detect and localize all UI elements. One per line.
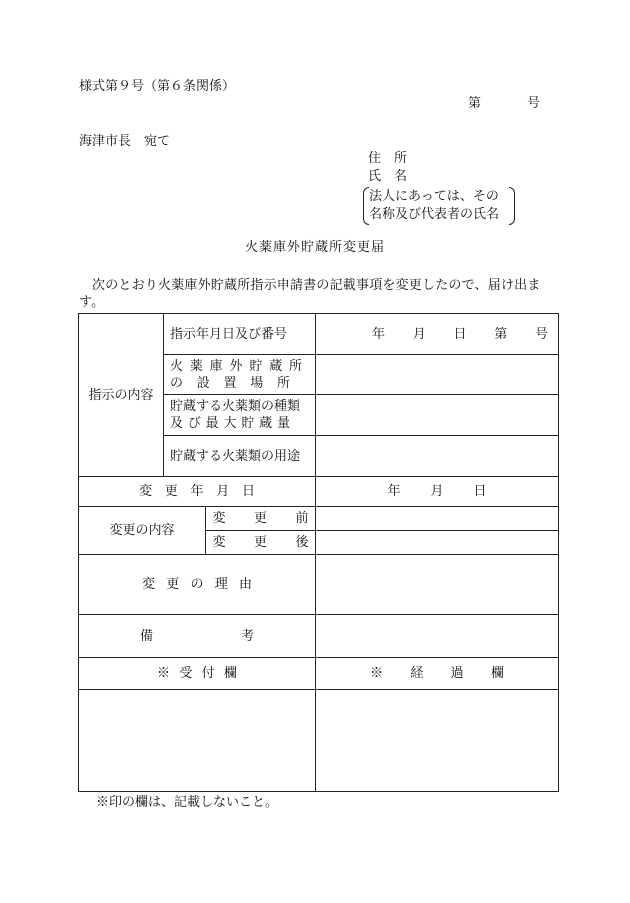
remarks-label-cell [79, 615, 316, 658]
location-value[interactable] [316, 355, 559, 395]
after-label-text: 後 [295, 535, 309, 550]
location-label-line1: 火薬庫外貯蔵所 [170, 358, 302, 374]
after-prefix: 変更 [212, 535, 296, 550]
remarks-label: 備考 [140, 628, 254, 644]
purpose-label: 貯蔵する火薬類の用途 [164, 436, 316, 477]
reason-value[interactable] [316, 555, 559, 615]
reception-label: ※受付欄 [157, 666, 237, 681]
change-date-value[interactable] [316, 477, 559, 507]
date-year: 年 [372, 326, 386, 342]
before-label: 変更前 [212, 511, 309, 526]
reception-area[interactable] [79, 690, 316, 792]
doc-number-prefix: 第 [468, 96, 482, 111]
location-label [164, 355, 316, 395]
progress-label-cell [316, 658, 559, 690]
instruction-date-value[interactable] [316, 314, 559, 355]
date-month: 月 [412, 326, 426, 342]
reason-label: 変更の理由 [142, 577, 252, 592]
date-day: 日 [453, 326, 467, 342]
number-prefix: 第 [494, 326, 508, 342]
purpose-value[interactable] [316, 436, 559, 477]
reception-label-cell [79, 658, 316, 690]
doc-number-suffix: 号 [527, 96, 541, 111]
corp-note-line1: 法人にあっては、その [369, 189, 499, 204]
addressee: 海津市長 宛て [79, 134, 171, 149]
change-date-label-cell [79, 477, 316, 507]
change-group-label: 変更の内容 [79, 507, 206, 555]
progress-label: ※経過欄 [370, 666, 505, 681]
progress-area[interactable] [316, 690, 559, 792]
change-month: 月 [430, 484, 444, 499]
change-date-label: 変更年月日 [139, 484, 255, 499]
form-number: 様式第９号（第６条関係） [79, 79, 236, 94]
name-label: 氏 名 [368, 169, 408, 184]
after-value[interactable] [316, 531, 559, 555]
after-label-cell [206, 531, 316, 555]
address-label: 住 所 [368, 151, 408, 166]
document-title: 火薬庫外貯蔵所変更届 [244, 240, 385, 255]
document-number [468, 96, 540, 112]
number-suffix: 号 [534, 326, 548, 342]
location-label-line2: の設置場所 [170, 375, 290, 391]
before-value[interactable] [316, 507, 559, 531]
after-label [213, 534, 309, 551]
body-text: 次のとおり火薬庫外貯蔵所指示申請書の記載事項を変更したので、届け出ます。 [79, 278, 541, 310]
corporation-note [363, 187, 515, 227]
reason-label-cell [79, 555, 316, 615]
change-day: 日 [473, 484, 487, 499]
change-year: 年 [387, 484, 401, 499]
kind-value[interactable] [316, 395, 559, 436]
instruction-group-label: 指示の内容 [79, 314, 164, 477]
remarks-value[interactable] [316, 615, 559, 658]
form-table [78, 313, 559, 792]
kind-label-line1: 貯蔵する火薬類の種類 [170, 399, 301, 414]
bracket-right [509, 187, 515, 225]
kind-label [164, 395, 316, 436]
instruction-date-label: 指示年月日及び番号 [164, 314, 316, 355]
kind-label-line2: 及び最大貯蔵量 [170, 416, 290, 431]
footnote: ※印の欄は、記載しないこと。 [96, 795, 279, 810]
before-label-cell [206, 507, 316, 531]
corp-note-line2: 名称及び代表者の氏名 [369, 207, 500, 222]
